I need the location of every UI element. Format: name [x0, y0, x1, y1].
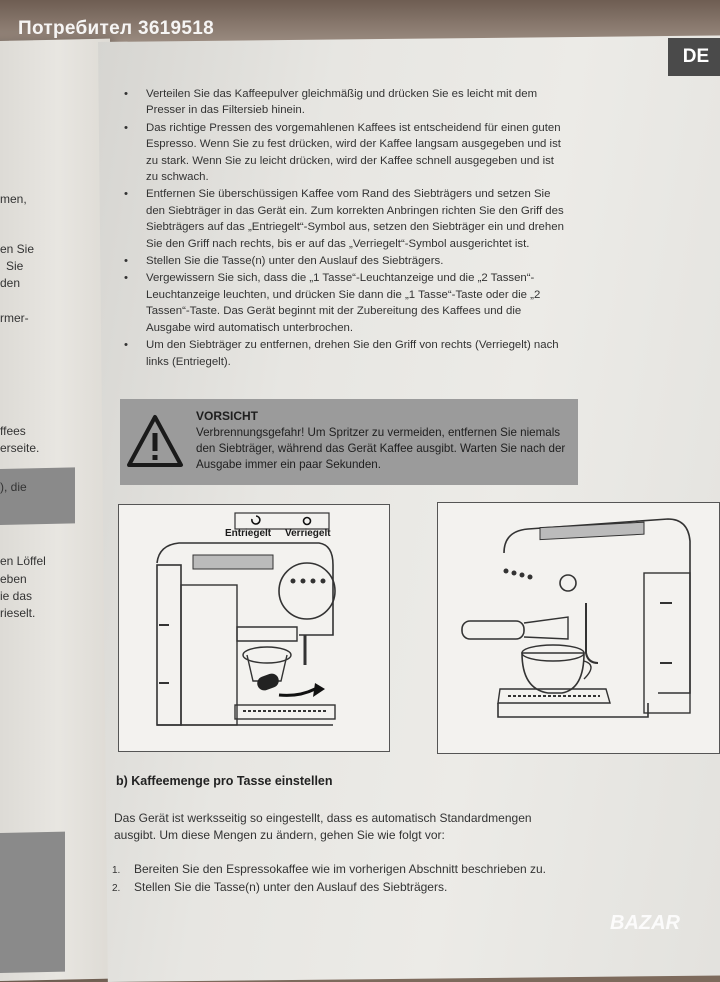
step-text: Stellen Sie die Tasse(n) unter den Auslauf des Siebträgers. — [134, 880, 448, 894]
bullet-text: Um den Siebträger zu entfernen, drehen Sie den Griff von rechts (Verriegelt) nach links (Entriegelt). — [146, 339, 559, 368]
caution-title: VORSICHT — [196, 409, 259, 423]
bullet-text: Entfernen Sie überschüssigen Kaffee vom Rand des Siebträgers und setzen Sie den Siebträger in das Gerät ein. Zum korrekten Anbringen richten Sie den Griff des Siebträgers auf das „Entriegelt“-Symbol aus, setzen den Siebträger ein und drehen Sie den Griff nach rechts, bis er auf das „Verriegelt“-Symbol ausgerichtet ist. — [146, 188, 564, 250]
left-page-fragment: en Sie — [0, 242, 35, 256]
caution-box — [120, 399, 578, 485]
label-unlocked: Entriegelt — [225, 528, 272, 539]
list-item: • Stellen Sie die Tasse(n) unter den Auslauf des Siebträgers. — [124, 255, 444, 268]
list-item: • Um den Siebträger zu entfernen, drehen Sie den Griff von rechts (Verriegelt) nach links (Entriegelt). — [124, 339, 559, 368]
label-locked: Verriegelt — [285, 528, 331, 539]
left-page — [0, 39, 110, 982]
caution-text: Verbrennungsgefahr! Um Spritzer zu vermeiden, entfernen Sie niemals den Siebträger, während das Gerät Kaffee ausgibt. Warten Sie nach der Ausgabe immer ein paar Sekunden. — [196, 426, 566, 471]
step-number: 2. — [112, 883, 121, 894]
bullet-text: Stellen Sie die Tasse(n) unter den Auslauf des Siebträgers. — [146, 255, 444, 268]
left-page-fragment: ), die — [0, 480, 27, 494]
espresso-machine-illustration-1 — [119, 505, 389, 751]
left-page-fragment: Sie — [6, 259, 24, 273]
left-page-fragment: en Löffel — [0, 554, 46, 568]
numbered-step — [112, 862, 546, 876]
left-page-fragment: rmer- — [0, 311, 29, 325]
left-page-fragment: eben — [0, 572, 27, 586]
left-page-gray-box — [0, 467, 75, 525]
watermark-username: Потребител 3619518 — [18, 18, 215, 39]
list-item: • Verteilen Sie das Kaffeepulver gleichmäßig und drücken Sie es leicht mit dem Presser in das Filtersieb hinein. — [124, 88, 538, 117]
left-page-fragment: ie das — [0, 589, 33, 603]
warning-triangle-icon — [126, 413, 184, 469]
section-intro: Das Gerät ist werksseitig so eingestellt, dass es automatisch Standardmengen ausgibt. Um diese Mengen zu ändern, gehen Sie wie folgt vor: — [114, 811, 532, 842]
bazar-logo: BAZAR — [610, 912, 680, 934]
figure-portafilter-lock — [118, 504, 390, 752]
step-number: 1. — [112, 865, 121, 876]
list-item: • Entfernen Sie überschüssigen Kaffee vom Rand des Siebträgers und setzen Sie den Siebträger in das Gerät ein. Zum korrekten Anbringen richten Sie den Griff des Siebträgers auf das „Entriegelt“-Symbol aus, setzen den Siebträger ein und drehen Sie den Griff nach rechts, bis er auf das „Verriegelt“-Symbol ausgerichtet ist. — [124, 188, 564, 250]
left-page-fragment: den — [0, 276, 21, 290]
list-item: • Das richtige Pressen des vorgemahlenen Kaffees ist entscheidend für einen guten Espresso. Wenn Sie zu fest drücken, wird der Kaffee langsam ausgegeben und ist zu stark. Wenn Sie zu leicht drücken, wird der Kaffee schnell ausgegeben und ist zu schwach. — [124, 121, 561, 184]
left-page-fragment: erseite. — [0, 441, 40, 455]
bullet-text: Das richtige Pressen des vorgemahlenen Kaffees ist entscheidend für einen guten Espresso. Wenn Sie zu fest drücken, wird der Kaffee langsam ausgegeben und ist zu stark. Wenn Sie zu leicht drücken, wird der Kaffee schnell ausgegeben und ist zu schwach. — [146, 121, 561, 184]
left-page-fragment: rieselt. — [0, 606, 36, 620]
bullet-text: Verteilen Sie das Kaffeepulver gleichmäßig und drücken Sie es leicht mit dem Presser in das Filtersieb hinein. — [146, 88, 538, 117]
list-item: • Vergewissern Sie sich, dass die „1 Tasse“-Leuchtanzeige und die „2 Tassen“-Leuchtanzeige leuchten, und drücken Sie dann die „1 Tasse“-Taste oder die „2 Tassen“-Taste. Das Gerät beginnt mit der Zubereitung des Kaffees und die Ausgabe wird automatisch unterbrochen. — [124, 272, 541, 334]
figure-machine-with-cup — [437, 502, 720, 754]
bullet-text: Vergewissern Sie sich, dass die „1 Tasse“-Leuchtanzeige und die „2 Tassen“-Leuchtanzeige leuchten, und drücken Sie dann die „1 Tasse“-Taste oder die „2 Tassen“-Taste. Das Gerät beginnt mit der Zubereitung des Kaffees und die Ausgabe wird automatisch unterbrochen. — [146, 272, 541, 334]
espresso-machine-illustration-2 — [438, 503, 719, 753]
step-text: Bereiten Sie den Espressokaffee wie im vorherigen Abschnitt beschrieben zu. — [134, 862, 547, 876]
left-page-fragment: ffees — [0, 424, 26, 438]
section-title: b) Kaffeemenge pro Tasse einstellen — [116, 774, 333, 788]
instruction-bullets — [116, 86, 566, 371]
left-page-fragment: men, — [0, 192, 27, 206]
left-page-gray-box-bottom — [0, 832, 65, 973]
language-tab: DE — [668, 38, 720, 76]
numbered-step — [112, 880, 447, 894]
